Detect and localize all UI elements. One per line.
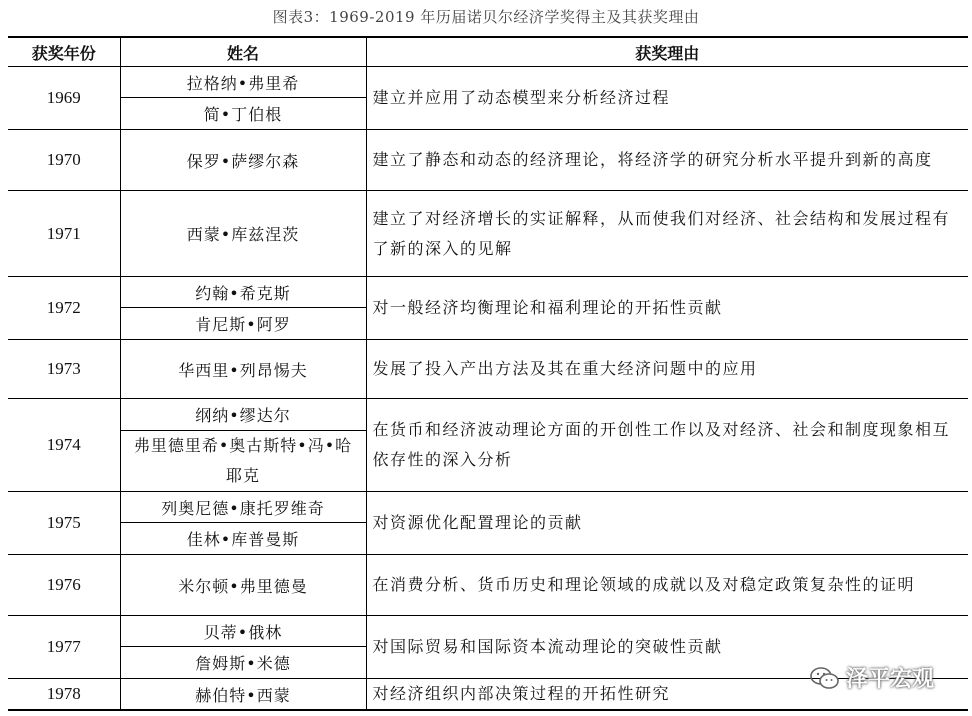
table-row [8,616,968,647]
name-cell: 拉格纳•弗里希 [120,67,366,98]
reason-cell: 在货币和经济波动理论方面的开创性工作以及对经济、社会和制度现象相互依存性的深入分析 [366,399,968,492]
name-cell: 约翰•希克斯 [120,277,366,308]
name-cell: 赫伯特•西蒙 [120,679,366,711]
name-cell: 保罗•萨缪尔森 [120,130,366,191]
year-cell: 1971 [8,191,120,277]
name-cell: 西蒙•库兹涅茨 [120,191,366,277]
table-row [8,191,968,277]
name-cell: 詹姆斯•米德 [120,647,366,679]
year-cell: 1970 [8,130,120,191]
header-name: 姓名 [120,37,366,67]
table-row [8,277,968,308]
year-cell: 1969 [8,67,120,130]
year-cell: 1972 [8,277,120,340]
name-cell: 肯尼斯•阿罗 [120,308,366,340]
name-cell: 米尔顿•弗里德曼 [120,555,366,616]
name-cell: 佳林•库普曼斯 [120,523,366,555]
table-row [8,340,968,399]
reason-cell: 建立了静态和动态的经济理论，将经济学的研究分析水平提升到新的高度 [366,130,968,191]
table-row [8,67,968,98]
name-cell: 华西里•列昂惕夫 [120,340,366,399]
reason-cell: 对经济组织内部决策过程的开拓性研究 [366,679,968,711]
name-cell: 纲纳•缪达尔 [120,399,366,431]
watermark [810,662,934,693]
year-cell: 1978 [8,679,120,711]
name-cell: 弗里德里希•奥古斯特•冯•哈耶克 [120,431,366,492]
year-cell: 1973 [8,340,120,399]
reason-cell: 在消费分析、货币历史和理论领域的成就以及对稳定政策复杂性的证明 [366,555,968,616]
wechat-icon [810,666,840,690]
header-reason: 获奖理由 [366,37,968,67]
table-row [8,492,968,523]
table-caption: 图表3：1969-2019 年历届诺贝尔经济学奖得主及其获奖理由 [272,8,700,26]
year-cell: 1975 [8,492,120,555]
name-cell: 简•丁伯根 [120,98,366,130]
header-year: 获奖年份 [8,37,120,67]
table-row [8,555,968,616]
reason-cell: 对国际贸易和国际资本流动理论的突破性贡献 [366,616,968,679]
reason-cell: 建立并应用了动态模型来分析经济过程 [366,67,968,130]
year-cell: 1974 [8,399,120,492]
name-cell: 列奥尼德•康托罗维奇 [120,492,366,523]
reason-cell: 建立了对经济增长的实证解释，从而使我们对经济、社会结构和发展过程有了新的深入的见解 [366,191,968,277]
nobel-laureates-table [8,36,968,711]
table-row [8,399,968,431]
reason-cell: 对资源优化配置理论的贡献 [366,492,968,555]
name-cell: 贝蒂•俄林 [120,616,366,647]
reason-cell: 发展了投入产出方法及其在重大经济问题中的应用 [366,340,968,399]
watermark-text: 泽平宏观 [846,667,935,692]
year-cell: 1976 [8,555,120,616]
reason-cell: 对一般经济均衡理论和福利理论的开拓性贡献 [366,277,968,340]
table-header-row [8,37,968,67]
table-row [8,130,968,191]
year-cell: 1977 [8,616,120,679]
